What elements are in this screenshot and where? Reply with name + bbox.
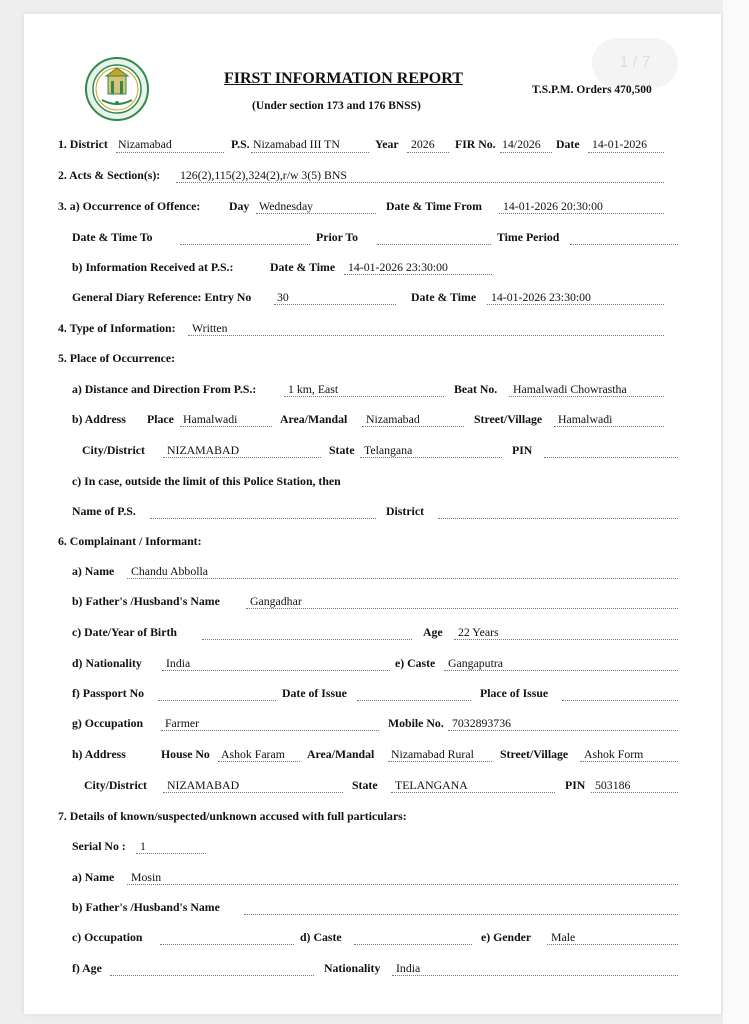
prior-line: [377, 244, 491, 245]
serial-value: 1: [140, 839, 146, 853]
age-line: [454, 639, 678, 640]
place-label: Place: [147, 412, 174, 426]
dob-line: [202, 639, 412, 640]
complainant-city-line: [163, 792, 343, 793]
city-line: [163, 457, 321, 458]
nationality-label: d) Nationality: [72, 656, 142, 670]
occupation-label: g) Occupation: [72, 716, 144, 730]
complainant-name-value: Chandu Abbolla: [131, 564, 209, 578]
info-datetime-value: 14-01-2026 23:30:00: [348, 260, 448, 274]
date-value: 14-01-2026: [592, 137, 648, 151]
street-line: [554, 426, 664, 427]
caste-label: e) Caste: [395, 656, 436, 670]
info-received-label: b) Information Received at P.S.:: [72, 260, 234, 274]
accused-name-label: a) Name: [72, 870, 115, 884]
accused-father-line: [244, 914, 678, 915]
accused-nationality-label: Nationality: [324, 961, 381, 975]
area-line: [362, 426, 464, 427]
accused-occupation-line: [160, 944, 294, 945]
complainant-father-value: Gangadhar: [250, 594, 302, 608]
state-label: State: [329, 443, 355, 457]
info-type-value: Written: [192, 321, 228, 335]
district-value: Nizamabad: [118, 137, 172, 151]
accused-caste-line: [354, 944, 472, 945]
accused-section-label: 7. Details of known/suspected/unknown accused with full particulars:: [58, 809, 407, 823]
occupation-line: [161, 730, 379, 731]
district-label: 1. District: [58, 137, 108, 151]
accused-age-line: [110, 975, 314, 976]
page-subtitle: (Under section 173 and 176 BNSS): [252, 100, 421, 112]
accused-nationality-line: [392, 975, 678, 976]
complainant-pin-label: PIN: [565, 778, 586, 792]
complainant-pin-value: 503186: [595, 778, 631, 792]
page-indicator: 1 / 7: [592, 38, 678, 88]
complainant-city-value: NIZAMABAD: [167, 778, 240, 792]
complainant-label: 6. Complainant / Informant:: [58, 534, 202, 548]
info-datetime-line: [344, 274, 492, 275]
info-type-line: [188, 335, 664, 336]
to-line: [180, 244, 310, 245]
acts-label: 2. Acts & Section(s):: [58, 168, 161, 182]
telangana-emblem-icon: [84, 56, 150, 122]
passport-label: f) Passport No: [72, 686, 145, 700]
day-value: Wednesday: [259, 199, 314, 213]
from-label: Date & Time From: [386, 199, 482, 213]
place-line: [180, 426, 272, 427]
area-value: Nizamabad: [366, 412, 420, 426]
page-title: FIRST INFORMATION REPORT: [224, 70, 463, 87]
period-label: Time Period: [497, 230, 560, 244]
acts-line: [176, 182, 664, 183]
district-line: [116, 152, 224, 153]
pin-line: [544, 457, 678, 458]
outside-district-line: [438, 518, 678, 519]
accused-nationality-value: India: [396, 961, 421, 975]
house-label: House No: [161, 747, 210, 761]
page-edge: [723, 0, 749, 1024]
mobile-line: [448, 730, 678, 731]
complainant-name-line: [127, 578, 678, 579]
from-value: 14-01-2026 20:30:00: [503, 199, 603, 213]
year-value: 2026: [411, 137, 435, 151]
fir-label: FIR No.: [455, 137, 496, 151]
address-label: b) Address: [72, 412, 126, 426]
house-line: [218, 761, 300, 762]
house-value: Ashok Faram: [221, 747, 285, 761]
date-line: [588, 152, 664, 153]
nationality-line: [162, 670, 390, 671]
complainant-area-label: Area/Mandal: [307, 747, 375, 761]
age-label: Age: [423, 625, 443, 639]
dob-label: c) Date/Year of Birth: [72, 625, 177, 639]
outside-district-label: District: [386, 504, 424, 518]
complainant-street-value: Ashok Form: [584, 747, 644, 761]
beat-line: [509, 396, 664, 397]
issue-place-label: Place of Issue: [480, 686, 549, 700]
state-value: Telangana: [364, 443, 413, 457]
complainant-area-line: [388, 761, 492, 762]
mobile-value: 7032893736: [452, 716, 511, 730]
gd-label: General Diary Reference: Entry No: [72, 290, 252, 304]
name-ps-line: [150, 518, 376, 519]
complainant-name-label: a) Name: [72, 564, 115, 578]
city-value: NIZAMABAD: [167, 443, 240, 457]
street-label: Street/Village: [474, 412, 543, 426]
complainant-state-value: TELANGANA: [395, 778, 468, 792]
serial-label: Serial No :: [72, 839, 126, 853]
acts-value: 126(2),115(2),324(2),r/w 3(5) BNS: [180, 168, 347, 182]
age-value: 22 Years: [458, 625, 499, 639]
passport-line: [158, 700, 276, 701]
outside-limit-label: c) In case, outside the limit of this Police Station, then: [72, 474, 341, 488]
accused-age-label: f) Age: [72, 961, 102, 975]
period-line: [570, 244, 678, 245]
accused-father-label: b) Father's /Husband's Name: [72, 900, 220, 914]
complainant-state-line: [391, 792, 555, 793]
complainant-area-value: Nizamabad Rural: [391, 747, 474, 761]
complainant-street-label: Street/Village: [500, 747, 569, 761]
prior-label: Prior To: [316, 230, 359, 244]
place-occurrence-label: 5. Place of Occurrence:: [58, 351, 176, 365]
year-line: [407, 152, 449, 153]
occurrence-label: 3. a) Occurrence of Offence:: [58, 199, 201, 213]
mobile-label: Mobile No.: [388, 716, 444, 730]
accused-gender-label: e) Gender: [481, 930, 532, 944]
orders-reference: T.S.P.M. Orders 470,500: [532, 84, 652, 96]
complainant-street-line: [580, 761, 678, 762]
issue-date-label: Date of Issue: [282, 686, 347, 700]
city-label: City/District: [82, 443, 145, 457]
gd-entry-value: 30: [277, 290, 289, 304]
street-value: Hamalwadi: [558, 412, 613, 426]
issue-place-line: [562, 700, 678, 701]
complainant-father-label: b) Father's /Husband's Name: [72, 594, 220, 608]
beat-label: Beat No.: [454, 382, 498, 396]
caste-line: [444, 670, 678, 671]
day-line: [256, 213, 376, 214]
accused-gender-value: Male: [551, 930, 576, 944]
gd-datetime-line: [487, 304, 664, 305]
place-value: Hamalwadi: [183, 412, 238, 426]
issue-date-line: [357, 700, 471, 701]
beat-value: Hamalwadi Chowrastha: [513, 382, 627, 396]
accused-caste-label: d) Caste: [300, 930, 342, 944]
fir-line: [500, 152, 552, 153]
to-label: Date & Time To: [72, 230, 153, 244]
distance-label: a) Distance and Direction From P.S.:: [72, 382, 257, 396]
occupation-value: Farmer: [165, 716, 200, 730]
complainant-father-line: [246, 608, 678, 609]
pin-label: PIN: [512, 443, 533, 457]
info-datetime-label: Date & Time: [270, 260, 336, 274]
info-type-label: 4. Type of Information:: [58, 321, 176, 335]
accused-gender-line: [547, 944, 678, 945]
ps-line: [251, 152, 369, 153]
ps-value: Nizamabad III TN: [253, 137, 340, 151]
gd-entry-line: [274, 304, 396, 305]
complainant-address-label: h) Address: [72, 747, 126, 761]
distance-value: 1 km, East: [288, 382, 339, 396]
accused-name-line: [127, 884, 678, 885]
caste-value: Gangaputra: [448, 656, 504, 670]
gd-datetime-label: Date & Time: [411, 290, 477, 304]
area-label: Area/Mandal: [280, 412, 348, 426]
ps-label: P.S.: [231, 137, 250, 151]
state-line: [360, 457, 502, 458]
complainant-city-label: City/District: [84, 778, 147, 792]
from-line: [499, 213, 664, 214]
year-label: Year: [375, 137, 399, 151]
day-label: Day: [229, 199, 250, 213]
fir-value: 14/2026: [502, 137, 541, 151]
gd-datetime-value: 14-01-2026 23:30:00: [491, 290, 591, 304]
date-label: Date: [556, 137, 580, 151]
complainant-pin-line: [591, 792, 678, 793]
serial-line: [136, 853, 206, 854]
distance-line: [284, 396, 444, 397]
accused-name-value: Mosin: [131, 870, 162, 884]
accused-occupation-label: c) Occupation: [72, 930, 143, 944]
name-ps-label: Name of P.S.: [72, 504, 136, 518]
complainant-state-label: State: [352, 778, 378, 792]
nationality-value: India: [166, 656, 191, 670]
